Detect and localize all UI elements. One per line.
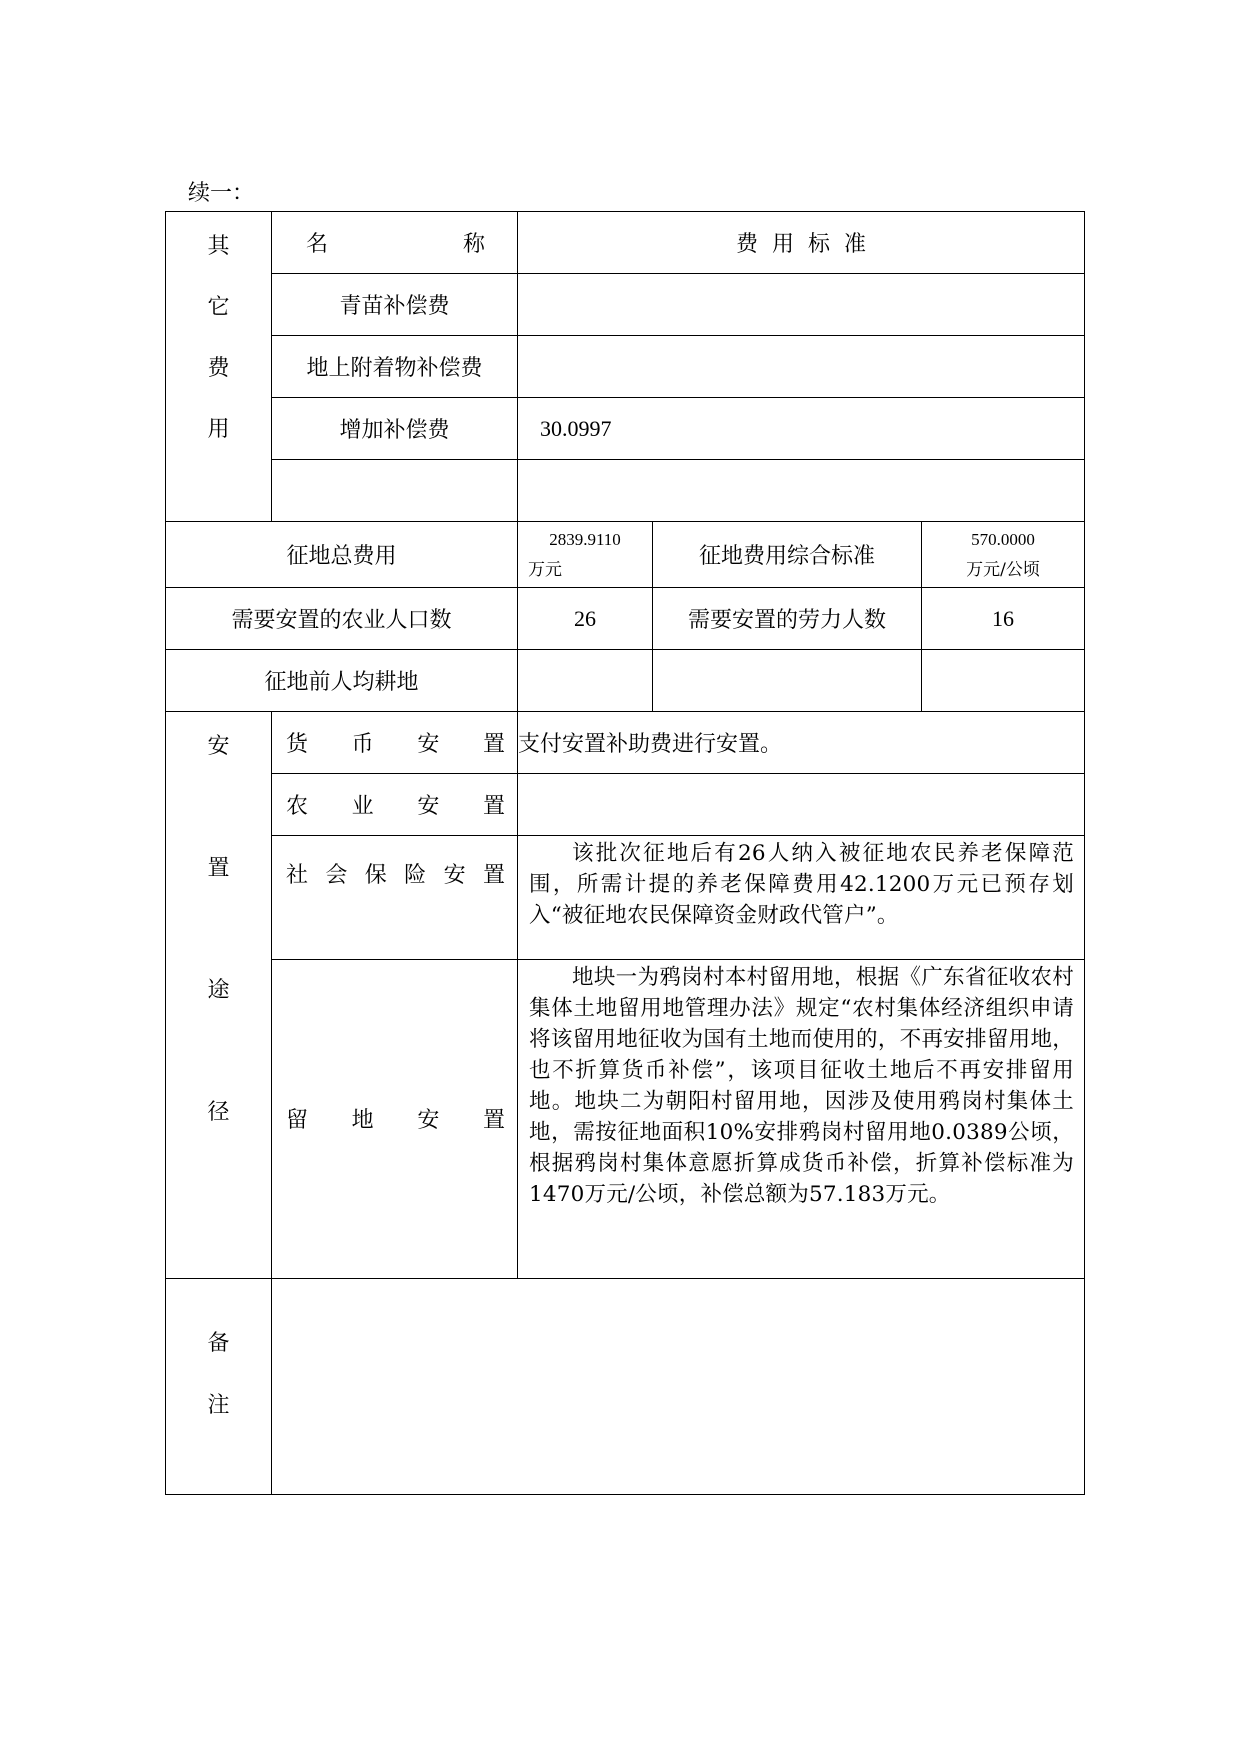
composite-standard-value: 570.0000 万元/公顷 <box>922 522 1085 588</box>
farmland-extra-label <box>653 650 922 712</box>
agricultural-resettlement-label: 农 业 安 置 <box>272 774 518 836</box>
total-cost-label: 征地总费用 <box>166 522 518 588</box>
other-fees-standard-header: 费 用 标 准 <box>518 212 1085 274</box>
monetary-resettlement-label: 货 币 安 置 <box>272 712 518 774</box>
seedling-compensation-label: 青苗补偿费 <box>272 274 518 336</box>
social-insurance-resettlement-text: 该批次征地后有26人纳入被征地农民养老保障范围，所需计提的养老保障费用42.1200万元已预存划入“被征地农民保障资金财政代管户”。 <box>518 836 1085 959</box>
farmland-extra-value <box>922 650 1085 712</box>
reserved-land-resettlement-text: 地块一为鸦岗村本村留用地，根据《广东省征收农村集体土地留用地管理办法》规定“农村集体经济组织申请将该留用地征收为国有土地而使用的，不再安排留用地，也不折算货币补偿”，该项目征收土地后不再安排留用地。地块二为朝阳村留用地，因涉及使用鸦岗村集体土地，需按征地面积10%安排鸦岗村留用地0.0389公顷，根据鸦岗村集体意愿折算成货币补偿，折算补偿标准为1470万元/公顷，补偿总额为57.183万元。 <box>518 959 1085 1278</box>
page-heading: 续一： <box>188 181 255 206</box>
labor-count-label: 需要安置的劳力人数 <box>653 588 922 650</box>
social-insurance-resettlement-label: 社 会 保 险 安 置 <box>272 836 518 959</box>
labor-count-value: 16 <box>922 588 1085 650</box>
land-requisition-cost-table <box>165 211 1085 1495</box>
remarks-label: 备 注 <box>166 1278 272 1494</box>
agricultural-resettlement-text <box>518 774 1085 836</box>
farmland-per-capita-value <box>518 650 653 712</box>
monetary-resettlement-text: 支付安置补助费进行安置。 <box>518 712 1085 774</box>
resettlement-section-label: 安 置 途 径 <box>166 712 272 1278</box>
total-cost-value: 2839.9110 万元 <box>518 522 653 588</box>
reserved-land-resettlement-label: 留 地 安 置 <box>272 959 518 1278</box>
additional-compensation-label: 增加补偿费 <box>272 398 518 460</box>
seedling-compensation-value <box>518 274 1085 336</box>
attachment-compensation-value <box>518 336 1085 398</box>
other-fees-section-label: 其 它 费 用 <box>166 212 272 522</box>
other-fees-name-header: 名 称 <box>272 212 518 274</box>
agri-population-label: 需要安置的农业人口数 <box>166 588 518 650</box>
agri-population-value: 26 <box>518 588 653 650</box>
composite-standard-label: 征地费用综合标准 <box>653 522 922 588</box>
remarks-content <box>272 1278 1085 1494</box>
additional-compensation-value: 30.0997 <box>518 398 1085 460</box>
other-fee-blank-label <box>272 460 518 522</box>
farmland-per-capita-label: 征地前人均耕地 <box>166 650 518 712</box>
other-fee-blank-value <box>518 460 1085 522</box>
attachment-compensation-label: 地上附着物补偿费 <box>272 336 518 398</box>
